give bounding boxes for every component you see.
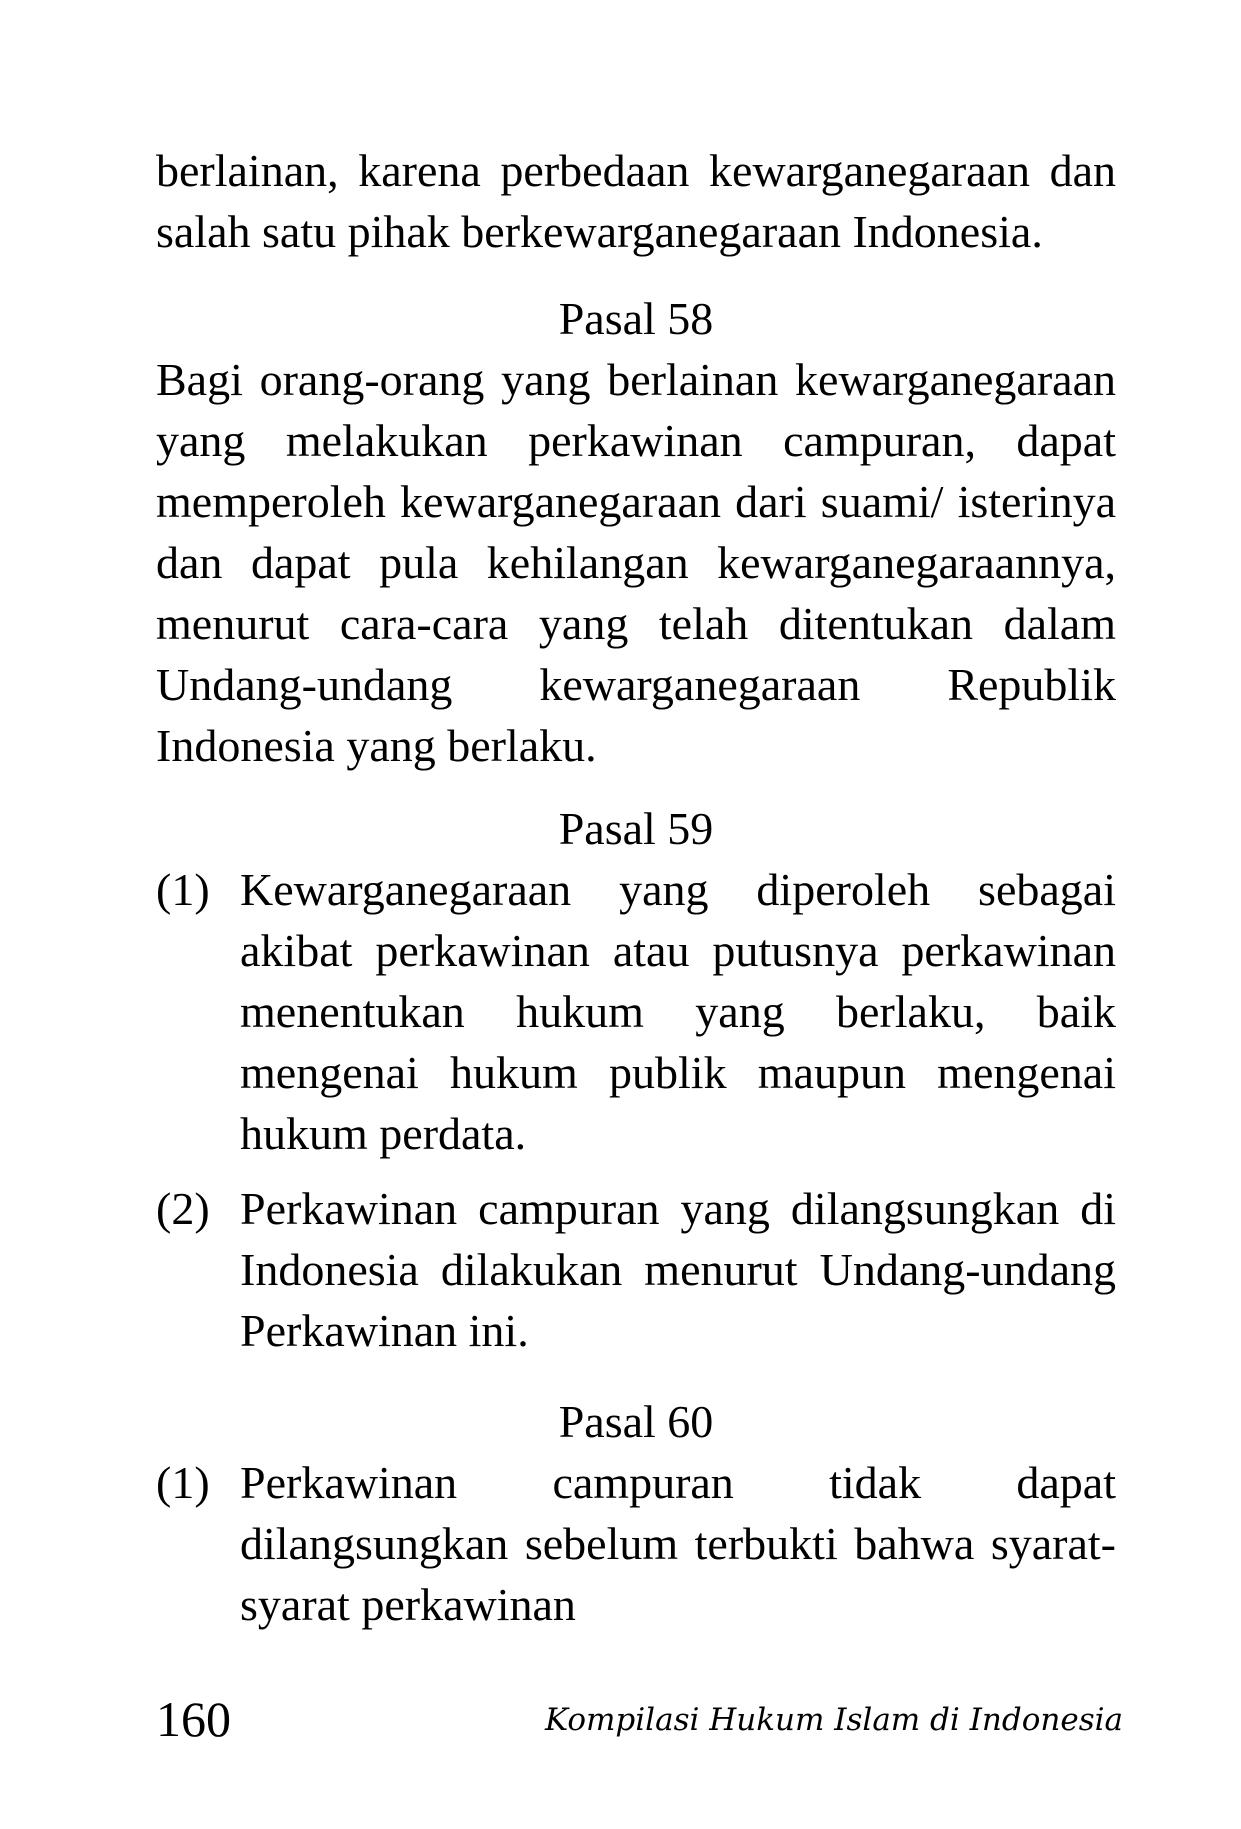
item-number: (1) [156,1457,210,1508]
page-content [156,140,1116,1635]
item-text: Perkawinan campuran yang dilangsungkan di Indonesia dilakukan menurut Undang-undang Perkawinan ini. [240,1183,1116,1356]
item-number: (2) [156,1183,210,1234]
item-text: Kewarganegaraan yang diperoleh sebagai akibat perkawinan atau putusnya perkawinan menentukan hukum yang berlaku, baik mengenai hukum publik maupun mengenai hukum perdata. [240,864,1116,1159]
intro-paragraph: berlainan, karena perbedaan kewarganegaraan dan salah satu pihak berkewarganegaraan Indonesia. [156,145,1116,257]
item-text: Perkawinan campuran tidak dapat dilangsungkan sebelum terbukti bahwa syarat-syarat perkawinan [240,1457,1116,1630]
pasal-58-heading: Pasal 58 [558,293,714,344]
pasal-59-heading: Pasal 59 [558,803,714,854]
running-footer-title: Kompilasi Hukum Islam di Indonesia [545,1702,1123,1738]
pasal-60-heading: Pasal 60 [558,1396,714,1447]
item-number: (1) [156,864,210,915]
pasal-60-item-1 [156,1452,1116,1635]
pasal-59-item-1 [156,859,1116,1164]
page-number: 160 [156,1691,231,1747]
pasal-58-text: Bagi orang-orang yang berlainan kewarganegaraan yang melakukan perkawinan campuran, dapat memperoleh kewarganegaraan dari suami/ isterinya dan dapat pula kehilangan kewarganegaraannya, menurut cara-cara yang telah ditentukan dalam Undang-undang kewarganegaraan Republik Indonesia yang berlaku. [156,354,1116,771]
pasal-59-item-2 [156,1178,1116,1361]
